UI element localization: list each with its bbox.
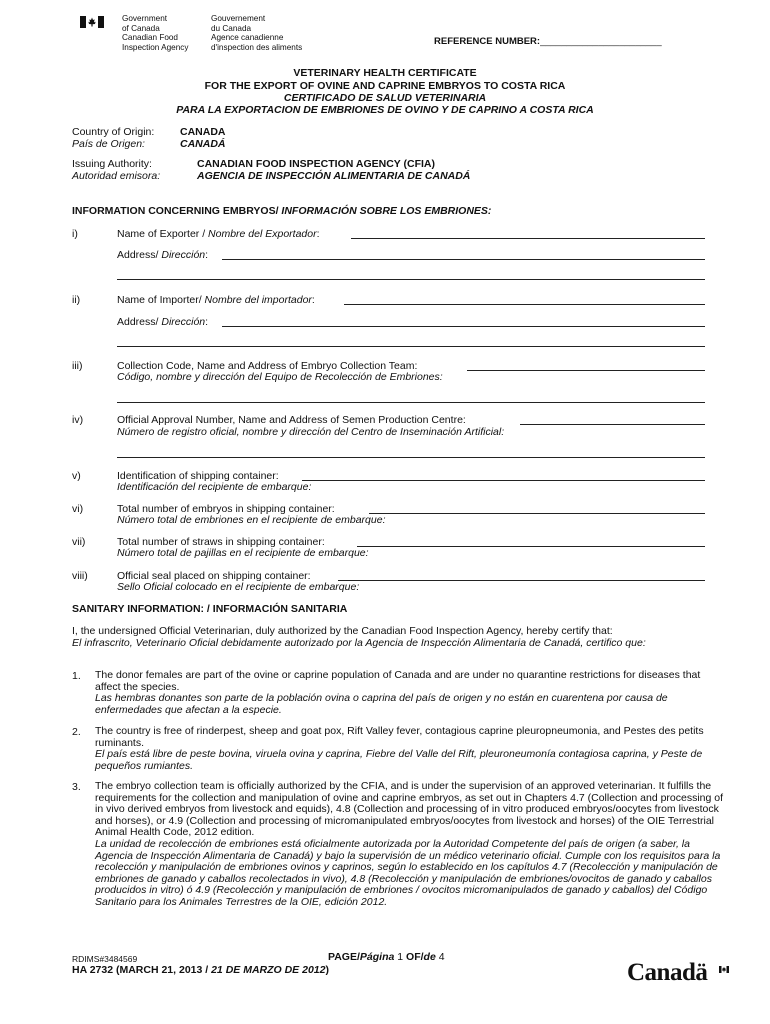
origin-label-en: Country of Origin:: [72, 126, 155, 138]
item-number: vi): [72, 503, 84, 515]
clause-number: 1.: [72, 670, 81, 682]
authority-value-es: AGENCIA DE INSPECCIÓN ALIMENTARIA DE CANADÁ: [197, 170, 471, 182]
container-id-label-es: Identificación del recipiente de embarque:: [117, 481, 312, 493]
importer-label: Name of Importer/ Nombre del importador:: [117, 294, 315, 306]
clause-number: 3.: [72, 781, 81, 793]
origin-label-es: País de Origen:: [72, 138, 145, 150]
exporter-name-field[interactable]: [351, 238, 705, 239]
exporter-address-field[interactable]: [222, 259, 705, 260]
title-line-3: CERTIFICADO DE SALUD VETERINARIA: [283, 92, 487, 104]
collection-team-field[interactable]: [467, 370, 705, 371]
official-seal-label-es: Sello Oficial colocado en el recipiente de embarque:: [117, 581, 360, 593]
origin-value-es: CANADÁ: [180, 138, 226, 150]
item-number: iv): [72, 414, 84, 426]
semen-centre-field[interactable]: [520, 424, 705, 425]
collection-team-label: Collection Code, Name and Address of Embryo Collection Team:: [117, 360, 418, 372]
gov-fr: Gouvernement du Canada: [211, 14, 266, 33]
title-line-2: FOR THE EXPORT OF OVINE AND CAPRINE EMBRYOS TO COSTA RICA: [204, 80, 566, 92]
straw-count-label-es: Número total de pajillas en el recipiente de embarque:: [117, 547, 369, 559]
semen-centre-label-es: Número de registro oficial, nombre y dirección del Centro de Inseminación Artificial:: [117, 426, 505, 438]
wordmark-flag-icon: [719, 966, 729, 973]
authority-label-es: Autoridad emisora:: [72, 170, 161, 182]
importer-address-field[interactable]: [222, 326, 705, 327]
container-id-field[interactable]: [302, 480, 705, 481]
exporter-address-field-2[interactable]: [117, 279, 705, 280]
item-number: viii): [72, 570, 88, 582]
item-number: vii): [72, 536, 86, 548]
origin-value-en: CANADA: [180, 126, 226, 138]
exporter-address-label: Address/ Dirección:: [117, 249, 209, 261]
title-line-4: PARA LA EXPORTACION DE EMBRIONES DE OVINO Y DE CAPRINO A COSTA RICA: [176, 104, 594, 116]
sanitary-intro: I, the undersigned Official Veterinarian, duly authorized by the Canadian Food Inspection Agency, hereby certify that: El infrascrito, Veterinario Oficial debidamente autorizado por la Agencia de Inspección Alimentaria de Canadá, certifico que:: [72, 625, 646, 649]
clause-number: 2.: [72, 726, 81, 738]
semen-centre-field-2[interactable]: [117, 457, 705, 458]
importer-address-label: Address/ Dirección:: [117, 316, 209, 328]
title-line-1: VETERINARY HEALTH CERTIFICATE: [293, 67, 477, 79]
gov-en: Government of Canada: [122, 14, 168, 33]
item-number: v): [72, 470, 81, 482]
straw-count-field[interactable]: [357, 546, 705, 547]
sanitary-heading: SANITARY INFORMATION: / INFORMACIÓN SANITARIA: [72, 603, 348, 615]
authority-label-en: Issuing Authority:: [72, 158, 152, 170]
clause-1: The donor females are part of the ovine or caprine population of Canada and are under no quarantine restrictions for diseases that affect the species. Las hembras donantes son parte de la población ovina o caprina del país de origen y no están en cuarentena por causa de enfermedades que afectan a la especie.: [95, 669, 701, 716]
clause-3: The embryo collection team is officially authorized by the CFIA, and is under the supervision of an approved veterinarian. It fulfills the requirements for the collection and manipulation of ovine and caprine embryos, as set out in Chapters 4.7 (Collection and processing of in vivo derived embryos from livestock and equids), 4.8 (Collection and processing of in vitro produced embryos/oocytes from livestock and horses), or 4.9 (Collection and processing of micromanipulated embryos/oocytes from livestock and horses) of the OIE Terrestrial Animal Health Code, 2012 edition. La unidad de recolección de embriones está oficialmente autorizada por la Autoridad Competente del país de origen (a saber, la Agencia de Inspección Alimentaria de Canadá) y bajo la supervisión de un médico veterinario oficial. Cumple con los requisitos para la recolección y manipulación de embriones ovinos y caprinos, según lo establecido en los capítulos 4.7 (Recolección y manipulación de embriones de ganado y caballos recolectados in vivo), 4.8 (Recolección y manipulación de embriones/ovocitos de ganado y caballos producidos in vitro) ó 4.9 (Recolección y manipulación de embriones / ovocitos micromanipulados de ganado y caballos) del Código Sanitario para los Animales Terrestres de la OIE, edición 2012.: [95, 780, 724, 908]
straw-count-label: Total number of straws in shipping container:: [117, 536, 325, 548]
collection-team-label-es: Código, nombre y dirección del Equipo de Recolección de Embriones:: [117, 371, 443, 383]
agency-fr: Agence canadienne d'inspection des aliments: [211, 33, 303, 52]
item-number: i): [72, 228, 78, 240]
collection-team-field-2[interactable]: [117, 402, 705, 403]
official-seal-field[interactable]: [338, 580, 705, 581]
embryo-count-field[interactable]: [369, 513, 705, 514]
item-number: ii): [72, 294, 81, 306]
rdims-number: RDIMS#3484569: [72, 954, 138, 964]
exporter-label: Name of Exporter / Nombre del Exportador:: [117, 228, 320, 240]
item-number: iii): [72, 360, 83, 372]
canada-flag-icon: [80, 16, 104, 28]
page-number: PAGE/Página 1 OF/de 4: [328, 951, 445, 963]
form-number: HA 2732 (MARCH 21, 2013 / 21 DE MARZO DE 2012): [72, 964, 329, 976]
embryo-count-label-es: Número total de embriones en el recipiente de embarque:: [117, 514, 386, 526]
semen-centre-label: Official Approval Number, Name and Address of Semen Production Centre:: [117, 414, 466, 426]
embryo-count-label: Total number of embryos in shipping container:: [117, 503, 335, 515]
reference-number: REFERENCE NUMBER:_______________________: [434, 36, 662, 47]
canada-wordmark: Canadä: [627, 959, 708, 986]
container-id-label: Identification of shipping container:: [117, 470, 279, 482]
agency-en: Canadian Food Inspection Agency: [122, 33, 189, 52]
importer-name-field[interactable]: [344, 304, 705, 305]
authority-value-en: CANADIAN FOOD INSPECTION AGENCY (CFIA): [197, 158, 436, 170]
official-seal-label: Official seal placed on shipping container:: [117, 570, 311, 582]
importer-address-field-2[interactable]: [117, 346, 705, 347]
embryo-info-heading: INFORMATION CONCERNING EMBRYOS/ INFORMACIÓN SOBRE LOS EMBRIONES:: [72, 205, 492, 217]
clause-2: The country is free of rinderpest, sheep and goat pox, Rift Valley fever, contagious caprine pleuropneumonia, and Pestes des petits ruminants. El país está libre de peste bovina, viruela ovina y caprina, Fiebre del Valle del Rift, pleuroneumonía contagiosa caprina, y Peste de pequeños rumiantes.: [95, 725, 704, 772]
